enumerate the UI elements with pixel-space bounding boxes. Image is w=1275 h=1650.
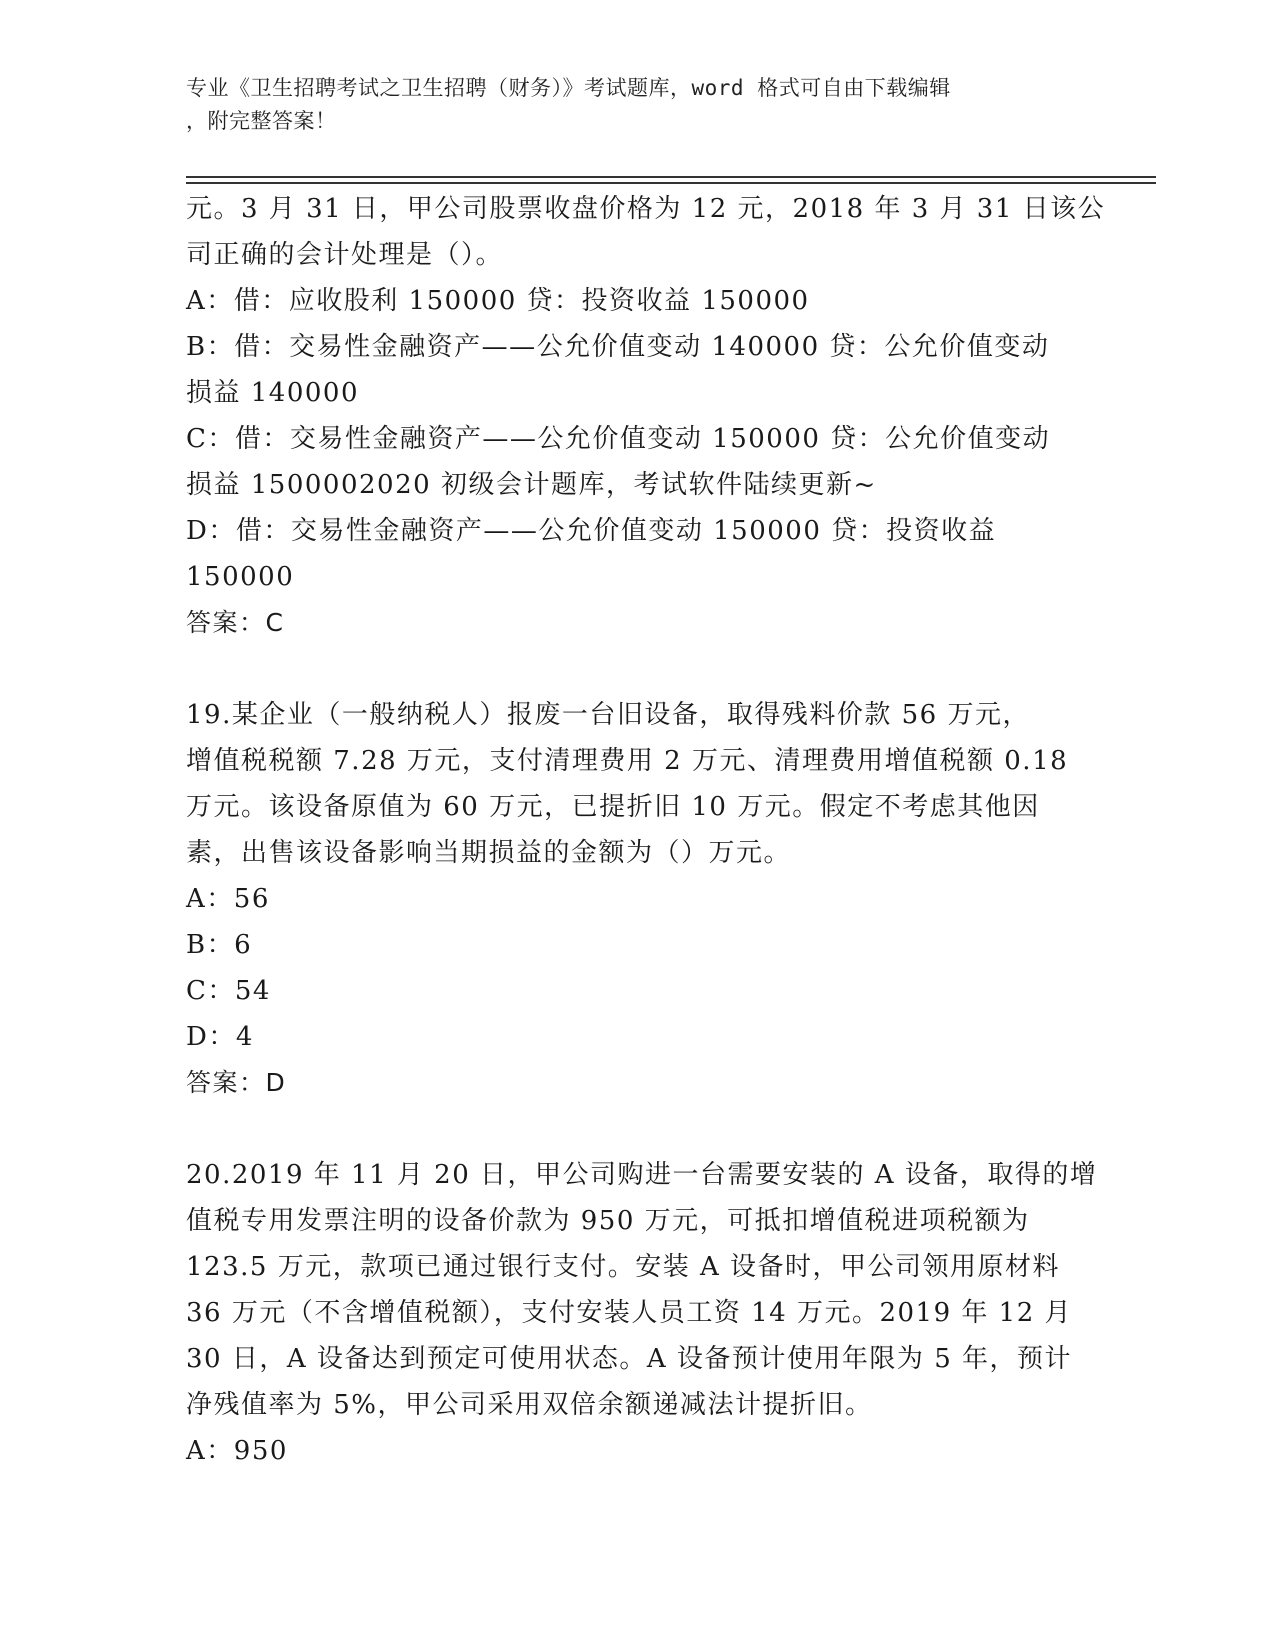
question-stem-line: 素，出售该设备影响当期损益的金额为（）万元。: [186, 838, 792, 868]
option-b-continued: 损益 140000: [186, 378, 360, 408]
question-stem-line: 万元。该设备原值为 60 万元，已提折旧 10 万元。假定不考虑其他因: [186, 792, 1040, 822]
question-18: [186, 186, 1106, 646]
question-stem-line: 值税专用发票注明的设备价款为 950 万元，可抵扣增值税进项税额为: [186, 1206, 1030, 1236]
header-rule-thick: [186, 176, 1156, 178]
question-stem-line: 30 日，A 设备达到预定可使用状态。A 设备预计使用年限为 5 年，预计: [186, 1344, 1073, 1374]
header-line-1: 专业《卫生招聘考试之卫生招聘（财务）》考试题库，word 格式可自由下载编辑: [186, 76, 951, 100]
option-a: A：950: [186, 1436, 288, 1466]
option-b: B：6: [186, 930, 253, 960]
answer-label: 答案：D: [186, 1068, 287, 1097]
spacer: [186, 646, 1086, 692]
option-a: A：56: [186, 884, 270, 914]
question-stem-line: 19.某企业（一般纳税人）报废一台旧设备，取得残料价款 56 万元，: [186, 700, 1030, 730]
document-header: [186, 72, 1066, 138]
question-stem-line: 元。3 月 31 日，甲公司股票收盘价格为 12 元，2018 年 3 月 31 日该公: [186, 194, 1106, 224]
header-line-2: ，附完整答案！: [186, 109, 337, 133]
question-stem-line: 123.5 万元，款项已通过银行支付。安装 A 设备时，甲公司领用原材料: [186, 1252, 1061, 1282]
option-c: C：借：交易性金融资产——公允价值变动 150000 贷：公允价值变动: [186, 424, 1051, 454]
answer-label: 答案：C: [186, 608, 285, 637]
header-rule-thin: [186, 182, 1156, 184]
document-body: [186, 186, 1106, 1474]
option-a: A：借：应收股利 150000 贷：投资收益 150000: [186, 286, 810, 316]
question-stem-line: 增值税税额 7.28 万元，支付清理费用 2 万元、清理费用增值税额 0.18: [186, 746, 1069, 776]
option-d: D：借：交易性金融资产——公允价值变动 150000 贷：投资收益: [186, 516, 997, 546]
option-c-continued: 损益 1500002020 初级会计题库，考试软件陆续更新~: [186, 470, 877, 500]
question-stem-line: 净残值率为 5%，甲公司采用双倍余额递减法计提折旧。: [186, 1390, 873, 1420]
spacer: [186, 1106, 1086, 1152]
question-19: [186, 692, 1086, 1106]
question-20: [186, 1152, 1098, 1474]
option-d: D：4: [186, 1022, 254, 1052]
question-stem-line: 36 万元（不含增值税额），支付安装人员工资 14 万元。2019 年 12 月: [186, 1298, 1073, 1328]
option-d-continued: 150000: [186, 562, 295, 592]
question-stem-line: 司正确的会计处理是（）。: [186, 240, 504, 270]
question-stem-line: 20.2019 年 11 月 20 日，甲公司购进一台需要安装的 A 设备，取得的增: [186, 1160, 1098, 1190]
option-c: C：54: [186, 976, 271, 1006]
option-b: B：借：交易性金融资产——公允价值变动 140000 贷：公允价值变动: [186, 332, 1050, 362]
